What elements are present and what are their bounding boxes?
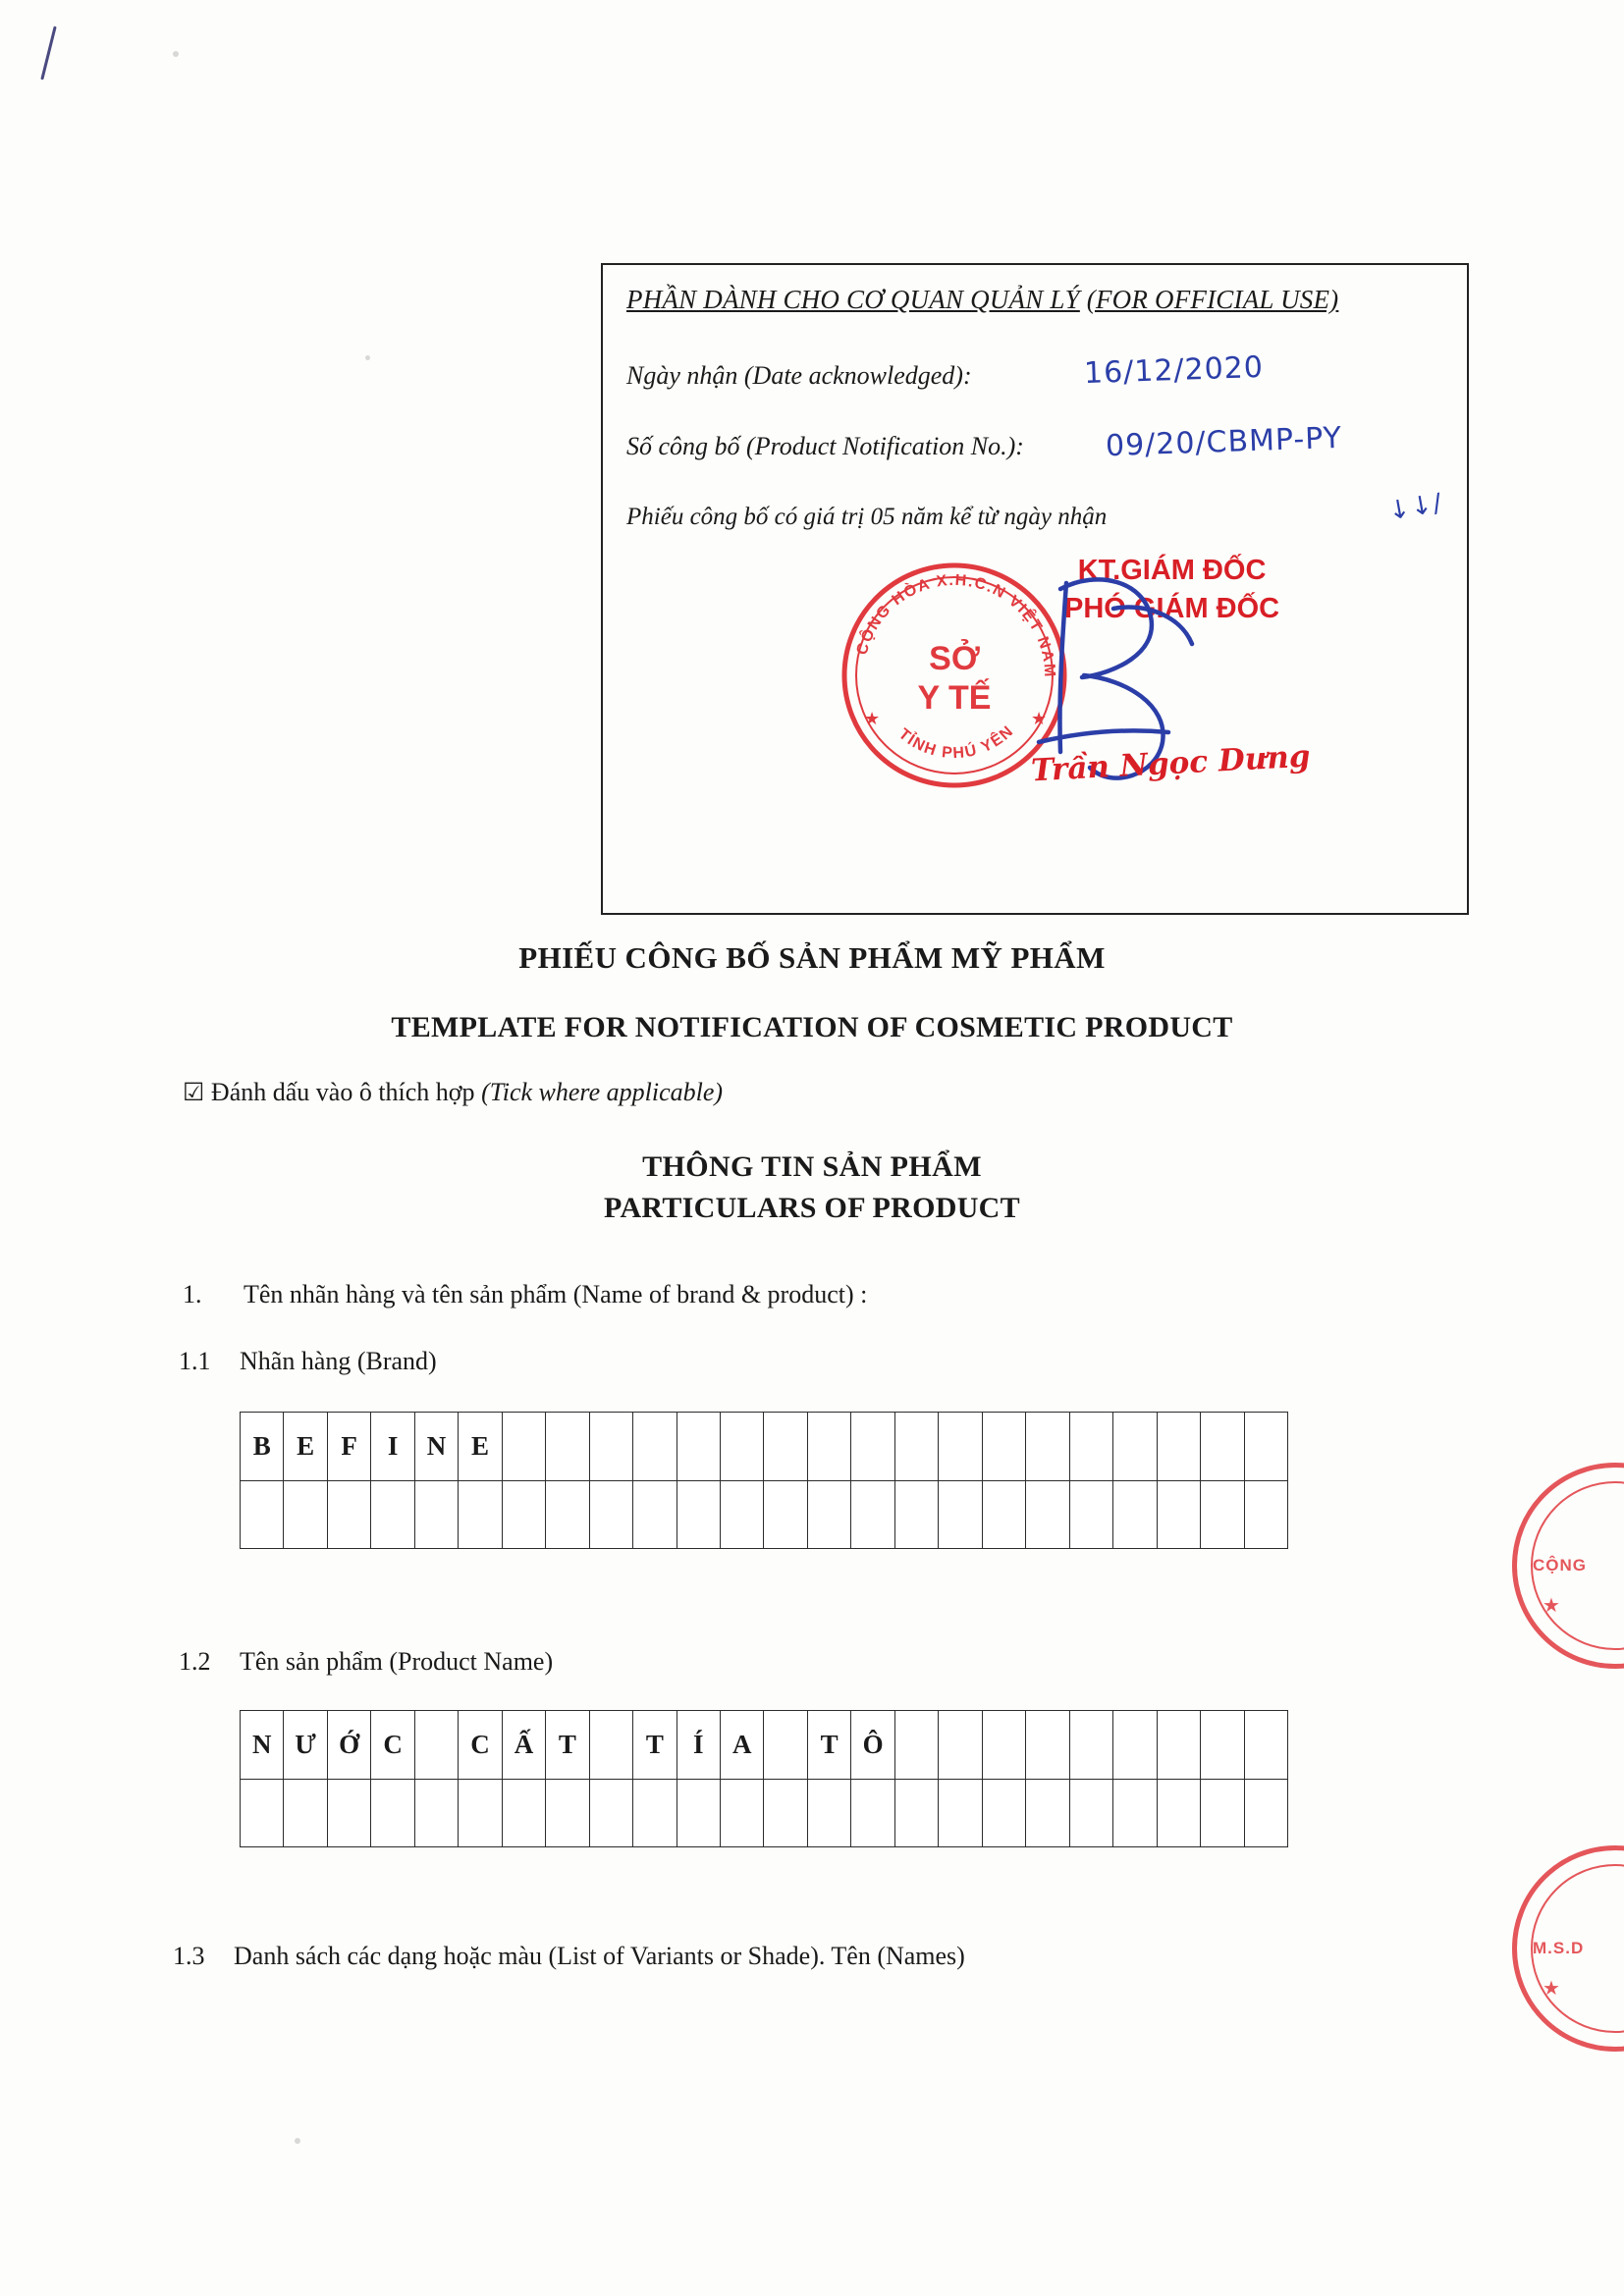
item-1-2-label: Tên sản phẩm (Product Name) bbox=[240, 1647, 554, 1676]
product-grid-cell[interactable] bbox=[503, 1780, 546, 1848]
brand-grid-cell[interactable] bbox=[459, 1481, 502, 1550]
brand-grid-cell[interactable] bbox=[721, 1413, 764, 1481]
brand-grid-cell[interactable]: B bbox=[241, 1413, 284, 1481]
brand-grid-cell[interactable] bbox=[851, 1481, 894, 1550]
brand-grid-cell[interactable] bbox=[677, 1413, 721, 1481]
product-grid-cell[interactable] bbox=[415, 1711, 459, 1780]
product-grid-cell[interactable] bbox=[1026, 1780, 1069, 1848]
brand-grid-cell[interactable] bbox=[939, 1413, 982, 1481]
item-1-1-label: Nhãn hàng (Brand) bbox=[240, 1347, 437, 1375]
official-use-title bbox=[626, 285, 1338, 315]
brand-grid-cell[interactable] bbox=[1201, 1413, 1244, 1481]
product-grid-cell[interactable]: N bbox=[241, 1711, 284, 1780]
brand-grid-cell[interactable] bbox=[328, 1481, 371, 1550]
notification-number-value: 09/20/CBMP-PY bbox=[1105, 420, 1343, 464]
brand-grid-cell[interactable] bbox=[371, 1481, 414, 1550]
brand-grid-cell[interactable]: E bbox=[284, 1413, 327, 1481]
brand-grid-cell[interactable]: I bbox=[371, 1413, 414, 1481]
brand-grid-cell[interactable] bbox=[1026, 1481, 1069, 1550]
edge-stamp-partial-2 bbox=[1512, 1845, 1624, 2052]
brand-grid-cell[interactable] bbox=[590, 1481, 633, 1550]
product-grid-cell[interactable] bbox=[983, 1711, 1026, 1780]
brand-grid-cell[interactable] bbox=[546, 1413, 589, 1481]
item-1-3-label: Danh sách các dạng hoặc màu (List of Variants or Shade). Tên (Names) bbox=[234, 1942, 965, 1970]
product-grid-cell[interactable] bbox=[371, 1780, 414, 1848]
signer-title-line2: PHÓ GIÁM ĐỐC bbox=[1064, 593, 1280, 625]
product-grid-cell[interactable] bbox=[1070, 1711, 1113, 1780]
date-acknowledged-value: 16/12/2020 bbox=[1083, 349, 1265, 392]
product-grid-cell[interactable] bbox=[1070, 1780, 1113, 1848]
official-use-box bbox=[601, 263, 1469, 915]
product-grid-cell[interactable] bbox=[808, 1780, 851, 1848]
brand-grid-cell[interactable] bbox=[808, 1481, 851, 1550]
brand-grid-cell[interactable]: F bbox=[328, 1413, 371, 1481]
brand-grid-cell[interactable] bbox=[1245, 1481, 1288, 1550]
product-grid-cell[interactable] bbox=[1245, 1780, 1288, 1848]
product-grid-cell[interactable] bbox=[415, 1780, 459, 1848]
brand-grid-cell[interactable] bbox=[983, 1413, 1026, 1481]
brand-grid-cell[interactable] bbox=[1113, 1413, 1157, 1481]
product-grid-cell[interactable]: Ấ bbox=[503, 1711, 546, 1780]
item-1-1 bbox=[179, 1347, 437, 1376]
product-grid-cell[interactable]: T bbox=[633, 1711, 677, 1780]
brand-grid-cell[interactable] bbox=[983, 1481, 1026, 1550]
product-grid-cell[interactable] bbox=[241, 1780, 284, 1848]
edge-stamp-star-icon: ★ bbox=[1543, 1978, 1560, 2000]
product-grid-cell[interactable] bbox=[590, 1780, 633, 1848]
signer-title-line1: KT.GIÁM ĐỐC bbox=[1077, 555, 1267, 586]
product-grid-cell[interactable] bbox=[633, 1780, 677, 1848]
brand-grid-cell[interactable] bbox=[939, 1481, 982, 1550]
brand-grid-cell[interactable] bbox=[1026, 1413, 1069, 1481]
item-1-3-number: 1.3 bbox=[173, 1942, 205, 1970]
brand-grid-cell[interactable]: N bbox=[415, 1413, 459, 1481]
official-use-title-en: (FOR OFFICIAL USE) bbox=[1086, 285, 1339, 314]
item-1-2-number: 1.2 bbox=[179, 1647, 211, 1676]
product-grid-cell[interactable]: T bbox=[546, 1711, 589, 1780]
svg-text:★: ★ bbox=[1031, 709, 1048, 728]
section-title-en: PARTICULARS OF PRODUCT bbox=[604, 1192, 1020, 1224]
product-grid-cell[interactable] bbox=[1201, 1711, 1244, 1780]
product-grid-cell[interactable]: Ư bbox=[284, 1711, 327, 1780]
product-grid-cell[interactable] bbox=[459, 1780, 502, 1848]
validity-handwritten-mark: ↓↓/ bbox=[1385, 488, 1445, 527]
brand-grid-cell[interactable] bbox=[415, 1481, 459, 1550]
edge-stamp-star-icon: ★ bbox=[1543, 1595, 1560, 1617]
validity-note: Phiếu công bố có giá trị 05 năm kể từ ngày nhận bbox=[626, 504, 1108, 530]
product-grid-cell[interactable]: C bbox=[371, 1711, 414, 1780]
item-1-2 bbox=[179, 1647, 553, 1677]
svg-text:TỈNH PHÚ YÊN: TỈNH PHÚ YÊN bbox=[894, 722, 1018, 763]
brand-grid-cell[interactable] bbox=[808, 1413, 851, 1481]
svg-text:★: ★ bbox=[864, 709, 881, 728]
scan-speck bbox=[365, 355, 370, 360]
product-grid-cell[interactable] bbox=[983, 1780, 1026, 1848]
product-grid-cell[interactable] bbox=[1158, 1711, 1201, 1780]
brand-grid-cell[interactable] bbox=[1070, 1413, 1113, 1481]
edge-stamp-text: CỘNG bbox=[1533, 1556, 1587, 1575]
checkbox-icon[interactable]: ☑ bbox=[183, 1078, 205, 1106]
brand-grid-cell[interactable] bbox=[1201, 1481, 1244, 1550]
product-grid-cell[interactable] bbox=[1113, 1780, 1157, 1848]
svg-text:SỞ: SỞ bbox=[929, 640, 980, 677]
svg-text:Y TẾ: Y TẾ bbox=[917, 679, 992, 717]
product-grid-cell[interactable]: T bbox=[808, 1711, 851, 1780]
product-grid-cell[interactable] bbox=[939, 1780, 982, 1848]
brand-grid-cell[interactable] bbox=[721, 1481, 764, 1550]
product-grid-cell[interactable] bbox=[764, 1711, 807, 1780]
brand-grid-cell[interactable] bbox=[1158, 1413, 1201, 1481]
section-title-vn: THÔNG TIN SẢN PHẨM bbox=[642, 1150, 982, 1183]
product-grid-cell[interactable] bbox=[1201, 1780, 1244, 1848]
signer-title bbox=[1064, 552, 1279, 628]
brand-grid-cell[interactable] bbox=[1158, 1481, 1201, 1550]
page-title-vn: PHIẾU CÔNG BỐ SẢN PHẨM MỸ PHẨM bbox=[518, 940, 1106, 975]
product-grid-cell[interactable] bbox=[1113, 1711, 1157, 1780]
brand-grid-cell[interactable] bbox=[633, 1481, 677, 1550]
product-grid-cell[interactable] bbox=[1026, 1711, 1069, 1780]
brand-grid-cell[interactable] bbox=[1245, 1413, 1288, 1481]
product-grid-cell[interactable] bbox=[590, 1711, 633, 1780]
scan-speck bbox=[295, 2138, 300, 2144]
notification-number-label: Số công bố (Product Notification No.): bbox=[626, 432, 1024, 460]
product-grid-cell[interactable] bbox=[328, 1780, 371, 1848]
product-grid-cell[interactable] bbox=[895, 1780, 939, 1848]
brand-grid-cell[interactable] bbox=[1113, 1481, 1157, 1550]
brand-name-grid[interactable] bbox=[240, 1412, 1288, 1549]
brand-grid-cell[interactable] bbox=[677, 1481, 721, 1550]
product-grid-cell[interactable]: C bbox=[459, 1711, 502, 1780]
product-grid-cell[interactable] bbox=[721, 1780, 764, 1848]
product-grid-cell[interactable]: Ớ bbox=[328, 1711, 371, 1780]
date-acknowledged-label: Ngày nhận (Date acknowledged): bbox=[626, 361, 972, 390]
product-grid-cell[interactable] bbox=[851, 1780, 894, 1848]
brand-grid-cell[interactable] bbox=[284, 1481, 327, 1550]
product-grid-cell[interactable]: Í bbox=[677, 1711, 721, 1780]
brand-grid-cell[interactable] bbox=[546, 1481, 589, 1550]
brand-grid-cell[interactable] bbox=[1070, 1481, 1113, 1550]
brand-grid-cell[interactable] bbox=[851, 1413, 894, 1481]
product-grid-cell[interactable] bbox=[895, 1711, 939, 1780]
product-grid-cell[interactable] bbox=[764, 1780, 807, 1848]
tick-instruction-vn: Đánh dấu vào ô thích hợp bbox=[210, 1078, 475, 1106]
scan-speck bbox=[173, 51, 179, 57]
brand-grid-cell[interactable] bbox=[503, 1481, 546, 1550]
item-1-1-number: 1.1 bbox=[179, 1347, 211, 1375]
brand-grid-cell[interactable] bbox=[590, 1413, 633, 1481]
brand-grid-cell[interactable] bbox=[503, 1413, 546, 1481]
item-1-3 bbox=[173, 1942, 965, 1971]
official-use-title-vn: PHẦN DÀNH CHO CƠ QUAN QUẢN LÝ bbox=[626, 285, 1080, 314]
brand-grid-cell[interactable] bbox=[895, 1413, 939, 1481]
edge-stamp-partial-1 bbox=[1512, 1463, 1624, 1669]
item-1-number: 1. bbox=[183, 1280, 202, 1308]
brand-grid-cell[interactable] bbox=[633, 1413, 677, 1481]
edge-stamp-text: M.S.D bbox=[1533, 1939, 1585, 1957]
brand-grid-cell[interactable] bbox=[895, 1481, 939, 1550]
signer-name: Trần Ngọc Dưng bbox=[1030, 738, 1312, 789]
product-grid-cell[interactable] bbox=[677, 1780, 721, 1848]
item-1-label: Tên nhãn hàng và tên sản phẩm (Name of brand & product) : bbox=[244, 1280, 868, 1308]
item-1 bbox=[183, 1280, 867, 1309]
brand-grid-cell[interactable] bbox=[764, 1481, 807, 1550]
page-title-en: TEMPLATE FOR NOTIFICATION OF COSMETIC PRODUCT bbox=[391, 1011, 1233, 1043]
brand-grid-cell[interactable] bbox=[764, 1413, 807, 1481]
product-grid-cell[interactable]: A bbox=[721, 1711, 764, 1780]
product-grid-cell[interactable] bbox=[939, 1711, 982, 1780]
brand-grid-cell[interactable] bbox=[241, 1481, 284, 1550]
tick-instruction-en: (Tick where applicable) bbox=[481, 1078, 724, 1106]
product-grid-cell[interactable]: Ô bbox=[851, 1711, 894, 1780]
pen-stray-mark bbox=[40, 26, 56, 80]
product-grid-cell[interactable] bbox=[546, 1780, 589, 1848]
svg-text:CỘNG HÒA X.H.C.N VIỆT NAM: CỘNG HÒA X.H.C.N VIỆT NAM bbox=[853, 571, 1058, 679]
product-grid-cell[interactable] bbox=[284, 1780, 327, 1848]
brand-grid-cell[interactable]: E bbox=[459, 1413, 502, 1481]
product-name-grid[interactable] bbox=[240, 1710, 1288, 1847]
product-grid-cell[interactable] bbox=[1245, 1711, 1288, 1780]
tick-instruction bbox=[183, 1078, 723, 1107]
product-grid-cell[interactable] bbox=[1158, 1780, 1201, 1848]
